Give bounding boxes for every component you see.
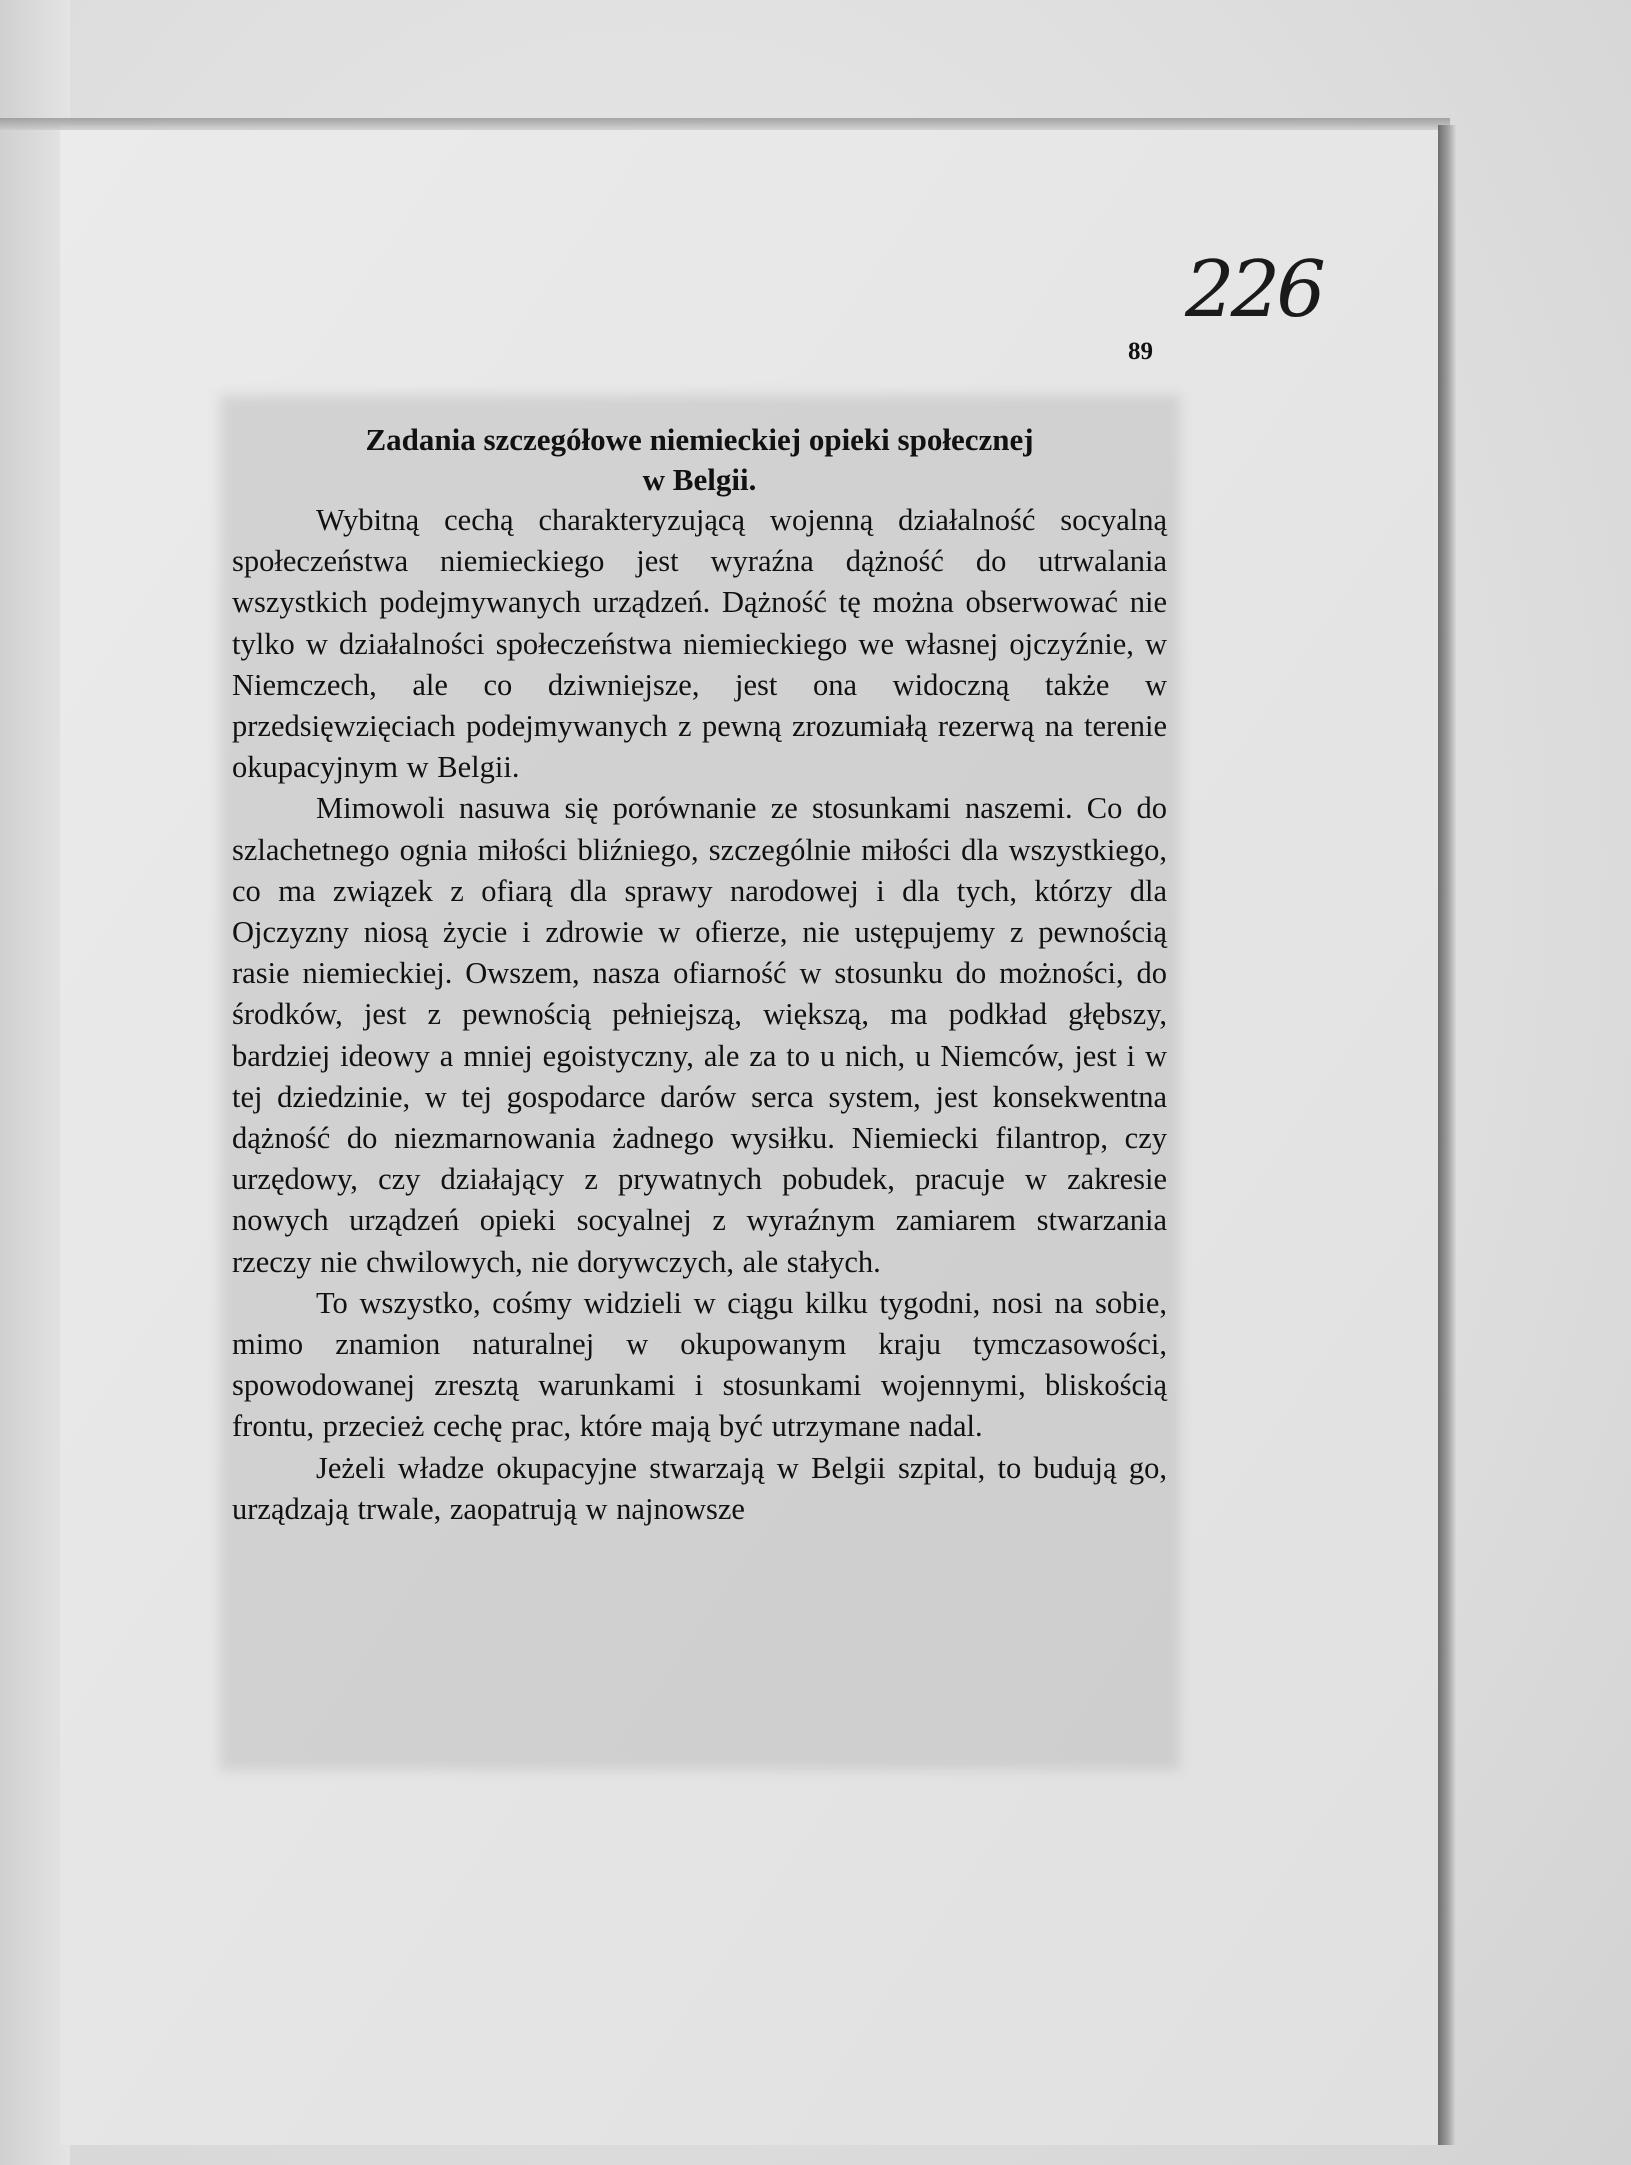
handwritten-folio-number: 226 bbox=[1185, 245, 1322, 335]
paragraph-3: To wszystko, cośmy widzieli w ciągu kilku tygodni, nosi na sobie, mimo znamion naturalnej w okupowanym kraju tymczasowości, spowodowanej zresztą warunkami i stosunkami wojennymi, bliskością frontu, przecież cechę prac, które mają być utrzymane nadal. bbox=[232, 1285, 1167, 1444]
article-heading bbox=[232, 420, 1167, 500]
paragraph-2: Mimowoli nasuwa się porównanie ze stosunkami naszemi. Co do szlachetnego ognia miłości bliźniego, szczególnie miłości dla wszystkiego, co ma związek z ofiarą dla sprawy narodowej i dla tych, którzy dla Ojczyzny niosą życie i zdrowie w ofierze, nie ustępujemy z pewnością rasie niemieckiej. Owszem, nasza ofiarność w stosunku do możności, do środków, jest z pewnością pełniejszą, większą, ma podkład głębszy, bardziej ideowy a mniej egoistyczny, ale za to u nich, u Niemców, jest i w tej dziedzinie, w tej gospodarce darów serca system, jest konsekwentna dążność do niezmarnowania żadnego wysiłku. Niemiecki filantrop, czy urzędowy, czy działający z prywatnych pobudek, pracuje w zakresie nowych urządzeń opieki socyalnej z wyraźnym zamiarem stwarzania rzeczy nie chwilowych, nie dorywczych, ale stałych. bbox=[232, 791, 1167, 1279]
article-body bbox=[232, 420, 1167, 1530]
paragraph-4: Jeżeli władze okupacyjne stwarzają w Belgii szpital, to budują go, urządzają trwale, zaopatrują w najnowsze bbox=[232, 1450, 1167, 1526]
page-number: 89 bbox=[1128, 338, 1153, 365]
page-right-edge-shadow bbox=[1438, 125, 1456, 2145]
paragraph-1: Wybitną cechą charakteryzującą wojenną działalność socyalną społeczeństwa niemieckiego jest wyraźna dążność do utrwalania wszystkich podejmywanych urządzeń. Dążność tę można obserwować nie tylko w działalności społeczeństwa niemieckiego we własnej ojczyźnie, w Niemczech, ale co dziwniejsze, jest ona widoczną także w przedsięwzięciach podejmywanych z pewną zrozumiałą rezerwą na terenie okupacyjnym w Belgii. bbox=[232, 503, 1167, 785]
article-heading-line2: w Belgii. bbox=[642, 462, 757, 497]
article-heading-line1: Zadania szczegółowe niemieckiej opieki społecznej bbox=[365, 422, 1034, 457]
page-top-edge bbox=[0, 118, 1450, 130]
